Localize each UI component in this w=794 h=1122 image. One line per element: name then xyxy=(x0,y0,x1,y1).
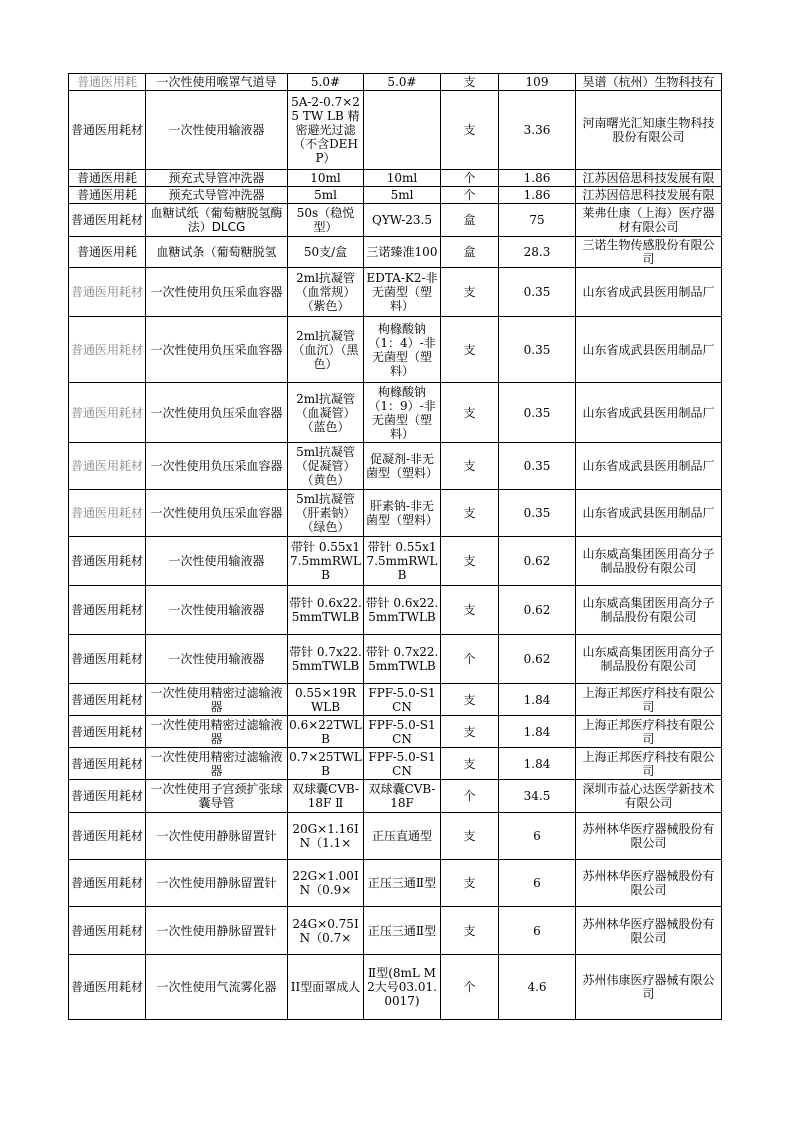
model-cell: 枸橼酸钠（1：4）-非无菌型（塑料） xyxy=(364,317,441,383)
category-cell: 普通医用耗材 xyxy=(69,91,146,170)
product-table xyxy=(68,73,722,1020)
spec-cell: II型面罩成人 xyxy=(288,955,364,1020)
unit-cell: 支 xyxy=(441,813,499,860)
product-name-cell: 一次性使用输液器 xyxy=(146,537,288,586)
product-name-cell: 一次性使用输液器 xyxy=(146,635,288,684)
price-cell: 6 xyxy=(499,907,576,955)
table-row xyxy=(69,91,722,170)
table-row xyxy=(69,813,722,860)
company-cell: 莱弗仕康（上海）医疗器材有限公司 xyxy=(576,204,722,237)
unit-cell: 支 xyxy=(441,74,499,91)
spec-cell: 0.6×22TWLB xyxy=(289,717,362,746)
product-name-cell: 一次性使用精密过滤输液器 xyxy=(146,748,288,780)
company-cell: 苏州伟康医疗器械有限公司 xyxy=(576,955,722,1020)
spec-cell: 0.7×25TWLB xyxy=(289,749,362,778)
table-row xyxy=(69,383,722,443)
unit-cell: 支 xyxy=(441,586,499,635)
unit-cell: 支 xyxy=(441,490,499,537)
spec-cell: 50s（稳悦型） xyxy=(288,204,364,237)
model-cell: FPF-5.0-S1CN xyxy=(364,716,441,748)
category-cell: 普通医用耗材 xyxy=(69,684,146,716)
spec-cell: 24G×0.75IN（0.7× xyxy=(288,907,364,955)
unit-cell: 盒 xyxy=(441,204,499,237)
category-cell: 普通医用耗材 xyxy=(69,383,146,443)
model-cell: 带针 0.55x17.5mmRWLB xyxy=(364,537,441,586)
model-cell: 5.0# xyxy=(364,74,441,91)
product-name-cell: 预充式导管冲洗器 xyxy=(146,187,288,204)
table-row xyxy=(69,237,722,268)
unit-cell: 个 xyxy=(441,635,499,684)
product-name-cell: 一次性使用子宫颈扩张球囊导管 xyxy=(146,780,288,813)
price-cell: 109 xyxy=(499,74,576,91)
company-cell: 上海正邦医疗科技有限公司 xyxy=(576,748,722,780)
company-cell: 山东威高集团医用高分子制品股份有限公司 xyxy=(576,635,722,684)
unit-cell: 支 xyxy=(441,537,499,586)
table-row xyxy=(69,74,722,91)
model-cell: 肝素钠-非无菌型（塑料） xyxy=(364,490,441,537)
category-cell: 普通医用耗材 xyxy=(69,780,146,813)
company-cell: 山东省成武县医用制品厂 xyxy=(576,383,722,443)
unit-cell: 个 xyxy=(441,955,499,1020)
unit-cell: 支 xyxy=(441,684,499,716)
spec-cell: 双球囊CVB-18F Ⅱ xyxy=(288,780,364,813)
category-cell: 普通医用耗材 xyxy=(69,860,146,907)
company-cell: 山东省成武县医用制品厂 xyxy=(576,268,722,317)
unit-cell: 个 xyxy=(441,780,499,813)
table-row xyxy=(69,586,722,635)
table-row xyxy=(69,443,722,490)
price-cell: 1.84 xyxy=(499,748,576,780)
price-cell: 1.86 xyxy=(499,187,576,204)
category-cell: 普通医用耗材 xyxy=(69,443,146,490)
model-cell: EDTA-K2-非无菌型（塑料） xyxy=(364,268,441,317)
product-name-cell: 一次性使用负压采血容器 xyxy=(146,268,288,317)
price-cell: 0.35 xyxy=(499,443,576,490)
price-cell: 0.62 xyxy=(499,586,576,635)
table-row xyxy=(69,204,722,237)
company-cell: 上海正邦医疗科技有限公司 xyxy=(576,716,722,748)
table-row xyxy=(69,490,722,537)
company-cell: 山东威高集团医用高分子制品股份有限公司 xyxy=(576,586,722,635)
category-cell: 普通医用耗材 xyxy=(69,813,146,860)
table-row xyxy=(69,268,722,317)
category-cell: 普通医用耗材 xyxy=(69,955,146,1020)
table-row xyxy=(69,716,722,748)
unit-cell: 支 xyxy=(441,907,499,955)
table-body xyxy=(69,74,722,1020)
price-cell: 0.35 xyxy=(499,317,576,383)
model-cell: FPF-5.0-S1CN xyxy=(364,684,441,716)
table-row xyxy=(69,780,722,813)
product-name-cell: 一次性使用输液器 xyxy=(146,586,288,635)
category-cell: 普通医用耗材 xyxy=(69,490,146,537)
model-cell: QYW-23.5 xyxy=(364,204,441,237)
spec-cell: 20G×1.16IN（1.1× xyxy=(288,813,364,860)
unit-cell: 个 xyxy=(441,170,499,187)
spec-cell: 5ml xyxy=(288,187,364,204)
price-cell: 1.84 xyxy=(499,716,576,748)
company-cell: 河南曙光汇知康生物科技股份有限公司 xyxy=(576,91,722,170)
company-cell: 苏州林华医疗器械股份有限公司 xyxy=(576,860,722,907)
price-cell: 0.62 xyxy=(499,635,576,684)
price-cell: 1.86 xyxy=(499,170,576,187)
unit-cell: 支 xyxy=(441,748,499,780)
product-name-cell: 一次性使用静脉留置针 xyxy=(146,813,288,860)
category-cell: 普通医用耗材 xyxy=(69,907,146,955)
spec-cell: 2ml抗凝管（血沉）（黑色） xyxy=(288,317,364,383)
category-cell: 普通医用耗材 xyxy=(69,586,146,635)
spec-cell: 带针 0.7x22.5mmTWLB xyxy=(288,635,364,684)
model-cell: 三诺臻准100 xyxy=(364,237,441,268)
product-name-cell: 一次性使用负压采血容器 xyxy=(146,383,288,443)
spec-cell: 0.55×19RWLB xyxy=(288,684,364,716)
price-cell: 4.6 xyxy=(499,955,576,1020)
category-cell: 普通医用耗 xyxy=(69,187,146,204)
price-cell: 3.36 xyxy=(499,91,576,170)
product-name-cell: 一次性使用喉罩气道导 xyxy=(146,74,288,91)
table-row xyxy=(69,170,722,187)
model-cell: 带针 0.7x22.5mmTWLB xyxy=(364,635,441,684)
price-cell: 6 xyxy=(499,860,576,907)
product-name-cell: 一次性使用精密过滤输液器 xyxy=(146,716,288,748)
spec-cell: 带针 0.55x17.5mmRWLB xyxy=(288,537,364,586)
company-cell: 山东省成武县医用制品厂 xyxy=(576,317,722,383)
spec-cell: 5ml抗凝管（促凝管）（黄色） xyxy=(288,443,364,490)
unit-cell: 支 xyxy=(441,716,499,748)
model-cell: 正压三通Ⅱ型 xyxy=(364,907,441,955)
price-cell: 0.35 xyxy=(499,490,576,537)
model-cell: 10ml xyxy=(364,170,441,187)
price-cell: 0.35 xyxy=(499,383,576,443)
table-row xyxy=(69,955,722,1020)
company-cell: 深圳市益心达医学新技术有限公司 xyxy=(576,780,722,813)
product-name-cell: 一次性使用负压采血容器 xyxy=(146,443,288,490)
category-cell: 普通医用耗材 xyxy=(69,537,146,586)
model-cell: 正压三通Ⅱ型 xyxy=(364,860,441,907)
company-cell: 苏州林华医疗器械股份有限公司 xyxy=(576,813,722,860)
price-cell: 28.3 xyxy=(499,237,576,268)
unit-cell: 支 xyxy=(441,860,499,907)
price-cell: 1.84 xyxy=(499,684,576,716)
product-name-cell: 一次性使用精密过滤输液器 xyxy=(146,684,288,716)
model-cell: 双球囊CVB-18F xyxy=(364,780,441,813)
spec-cell: 5A-2-0.7×25 TW LB 精密避光过滤（不含DEHP） xyxy=(288,91,364,170)
spec-cell: 2ml抗凝管（血常规）（紫色） xyxy=(288,268,364,317)
spec-cell: 22G×1.00IN（0.9× xyxy=(288,860,364,907)
product-name-cell: 预充式导管冲洗器 xyxy=(146,170,288,187)
company-cell: 上海正邦医疗科技有限公司 xyxy=(576,684,722,716)
table-row xyxy=(69,684,722,716)
unit-cell: 支 xyxy=(441,91,499,170)
model-cell: FPF-5.0-S1CN xyxy=(364,748,441,780)
product-name-cell: 一次性使用静脉留置针 xyxy=(146,860,288,907)
category-cell: 普通医用耗 xyxy=(69,74,146,91)
product-name-cell: 一次性使用输液器 xyxy=(146,91,288,170)
model-cell: 带针 0.6x22.5mmTWLB xyxy=(364,586,441,635)
company-cell: 山东省成武县医用制品厂 xyxy=(576,490,722,537)
unit-cell: 支 xyxy=(441,383,499,443)
spec-cell: 5ml抗凝管（肝素钠）（绿色） xyxy=(288,490,364,537)
company-cell: 江苏因倍思科技发展有限 xyxy=(576,170,722,187)
unit-cell: 支 xyxy=(441,443,499,490)
model-cell: 5ml xyxy=(364,187,441,204)
table-row xyxy=(69,317,722,383)
unit-cell: 支 xyxy=(441,268,499,317)
spec-cell: 50支/盒 xyxy=(288,237,364,268)
product-name-cell: 一次性使用负压采血容器 xyxy=(146,317,288,383)
table-row xyxy=(69,187,722,204)
spec-cell: 5.0# xyxy=(288,74,364,91)
category-cell: 普通医用耗材 xyxy=(69,635,146,684)
table-row xyxy=(69,748,722,780)
category-cell: 普通医用耗 xyxy=(69,170,146,187)
company-cell: 山东省成武县医用制品厂 xyxy=(576,443,722,490)
company-cell: 山东威高集团医用高分子制品股份有限公司 xyxy=(576,537,722,586)
spec-cell: 带针 0.6x22.5mmTWLB xyxy=(288,586,364,635)
model-cell xyxy=(364,91,441,170)
model-cell: 枸橼酸钠（1：9）-非无菌型（塑料） xyxy=(364,383,441,443)
product-name-cell: 血糖试条（葡萄糖脱氢 xyxy=(146,237,288,268)
table-row xyxy=(69,635,722,684)
table-row xyxy=(69,537,722,586)
price-cell: 34.5 xyxy=(499,780,576,813)
category-cell: 普通医用耗材 xyxy=(69,716,146,748)
company-cell: 三诺生物传感股份有限公司 xyxy=(576,237,722,268)
category-cell: 普通医用耗材 xyxy=(69,204,146,237)
category-cell: 普通医用耗 xyxy=(69,237,146,268)
product-name-cell: 一次性使用气流雾化器 xyxy=(146,955,288,1020)
model-cell: Ⅱ型(8mL M2大号03.01.0017) xyxy=(364,955,441,1020)
category-cell: 普通医用耗材 xyxy=(69,317,146,383)
product-name-cell: 一次性使用负压采血容器 xyxy=(146,490,288,537)
company-cell: 苏州林华医疗器械股份有限公司 xyxy=(576,907,722,955)
price-cell: 6 xyxy=(499,813,576,860)
price-cell: 75 xyxy=(499,204,576,237)
model-cell: 促凝剂-非无菌型（塑料） xyxy=(364,443,441,490)
spec-cell: 2ml抗凝管（血凝管）（蓝色） xyxy=(288,383,364,443)
price-cell: 0.62 xyxy=(499,537,576,586)
unit-cell: 盒 xyxy=(441,237,499,268)
model-cell: 正压直通型 xyxy=(364,813,441,860)
category-cell: 普通医用耗材 xyxy=(69,748,146,780)
unit-cell: 支 xyxy=(441,317,499,383)
company-cell: 昊谱（杭州）生物科技有 xyxy=(576,74,722,91)
table-row xyxy=(69,907,722,955)
product-name-cell: 血糖试纸（葡萄糖脱氢酶法）DLCG xyxy=(146,204,288,237)
spec-cell: 10ml xyxy=(288,170,364,187)
product-name-cell: 一次性使用静脉留置针 xyxy=(146,907,288,955)
category-cell: 普通医用耗材 xyxy=(69,268,146,317)
company-cell: 江苏因倍思科技发展有限 xyxy=(576,187,722,204)
price-cell: 0.35 xyxy=(499,268,576,317)
unit-cell: 个 xyxy=(441,187,499,204)
table-row xyxy=(69,860,722,907)
